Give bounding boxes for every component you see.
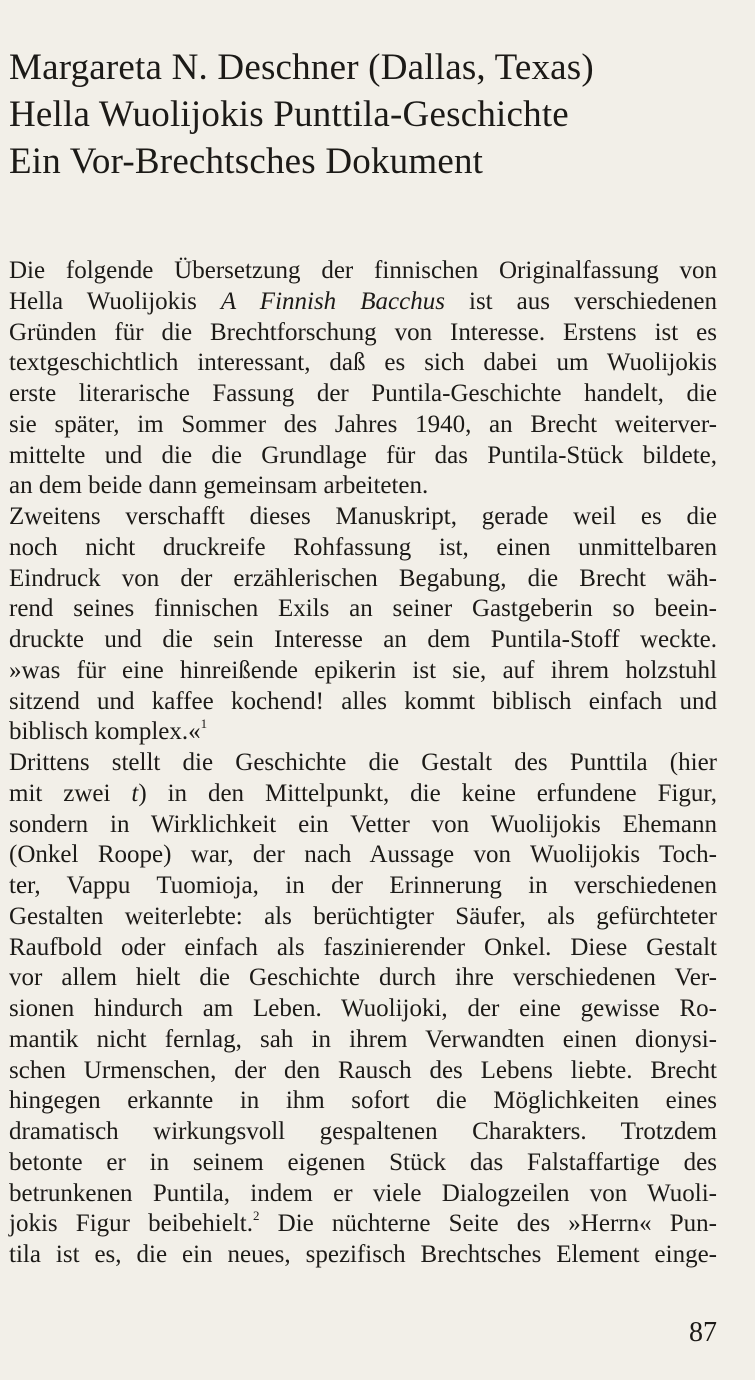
- text-line: vor allem hielt die Geschichte durch ihre verschiedenen Ver-: [9, 964, 717, 992]
- text-line: textgeschichtlich interessant, daß es sich dabei um Wuolijokis: [9, 349, 717, 377]
- text-line: mantik nicht fernlag, sah in ihrem Verwandten einen dionysi-: [9, 1025, 717, 1053]
- text-line: betrunkenen Puntila, indem er viele Dialogzeilen von Wuoli-: [9, 1179, 717, 1207]
- text-line: Gestalten weiterlebte: als berüchtigter Säufer, als gefürchteter: [9, 902, 717, 930]
- text-line: [9, 717, 717, 748]
- footnote-marker: 2: [252, 1208, 260, 1224]
- text-line: [9, 1209, 717, 1240]
- text-run: jokis Figur beibehielt.: [9, 1210, 253, 1238]
- text-line: sionen hindurch am Leben. Wuolijoki, der eine gewisse Ro-: [9, 995, 717, 1022]
- text-line: noch nicht druckreife Rohfassung ist, einen unmittelbaren: [9, 533, 717, 561]
- text-line: ter, Vappu Tuomioja, in der Erinnerung in verschiedenen: [9, 872, 717, 899]
- text-line: erste literarische Fassung der Puntila-Geschichte handelt, die: [9, 380, 717, 407]
- footnote-marker: 1: [200, 716, 208, 732]
- article-body: [9, 256, 717, 1271]
- text-line: tila ist es, die ein neues, spezifisch Brechtsches Element einge-: [9, 1241, 717, 1268]
- text-run: Hella Wuolijokis: [9, 287, 197, 315]
- text-line: (Onkel Roope) war, der nach Aussage von Wuolijokis Toch-: [9, 841, 717, 869]
- text-run: ist aus verschiedenen: [469, 287, 718, 315]
- text-line: mittelte und die die Grundlage für das Puntila-Stück bildete,: [9, 441, 717, 469]
- text-line: dramatisch wirkungsvoll gespaltenen Charakters. Trotzdem: [9, 1118, 717, 1145]
- text-line: betonte er in seinem eigenen Stück das Falstaffartige des: [9, 1148, 717, 1176]
- text-line: Raufbold oder einfach als faszinierender Onkel. Diese Gestalt: [9, 933, 717, 961]
- text-line: hingegen erkannte in ihm sofort die Möglichkeiten eines: [9, 1087, 717, 1115]
- text-line: sie später, im Sommer des Jahres 1940, an Brecht weiterver-: [9, 410, 717, 438]
- text-run: biblisch komplex.«: [9, 718, 201, 746]
- text-line: sitzend und kaffee kochend! alles kommt biblisch einfach und: [9, 687, 717, 715]
- text-line: sondern in Wirklichkeit ein Vetter von Wuolijokis Ehemann: [9, 810, 717, 838]
- text-line: an dem beide dann gemeinsam arbeiteten.: [9, 472, 429, 500]
- text-line: Drittens stellt die Geschichte die Gestalt des Punttila (hier: [9, 749, 717, 776]
- article-title: Hella Wuolijokis Punttila-Geschichte: [9, 94, 569, 135]
- text-line: [9, 779, 717, 810]
- article-header: [9, 44, 629, 185]
- text-line: [9, 287, 717, 318]
- text-line: Eindruck von der erzählerischen Begabung, die Brecht wäh-: [9, 564, 717, 592]
- text-line: Gründen für die Brechtforschung von Interesse. Erstens ist es: [9, 318, 717, 346]
- text-run: ) in den Mittelpunkt, die keine erfundene Figur,: [138, 779, 717, 807]
- text-line: druckte und die sein Interesse an dem Puntila-Stoff weckte.: [9, 626, 717, 653]
- text-line: »was für eine hinreißende epikerin ist sie, auf ihrem holzstuhl: [9, 656, 717, 684]
- work-title: A Finnish Bacchus: [220, 287, 445, 315]
- author-line: Margareta N. Deschner (Dallas, Texas): [9, 47, 594, 88]
- text-line: schen Urmenschen, der den Rausch des Lebens liebte. Brecht: [9, 1056, 717, 1084]
- text-line: Die folgende Übersetzung der finnischen Originalfassung von: [9, 257, 717, 284]
- text-run: mit zwei: [9, 779, 111, 807]
- text-line: rend seines finnischen Exils an seiner Gastgeberin so beein-: [9, 595, 717, 623]
- text-line: Zweitens verschafft dieses Manuskript, gerade weil es die: [9, 503, 717, 530]
- italic-letter: t: [131, 779, 139, 807]
- page-number: 87: [689, 1317, 717, 1348]
- text-run: Die nüchterne Seite des »Herrn« Pun-: [259, 1210, 717, 1238]
- article-subtitle: Ein Vor-Brechtsches Dokument: [9, 141, 484, 182]
